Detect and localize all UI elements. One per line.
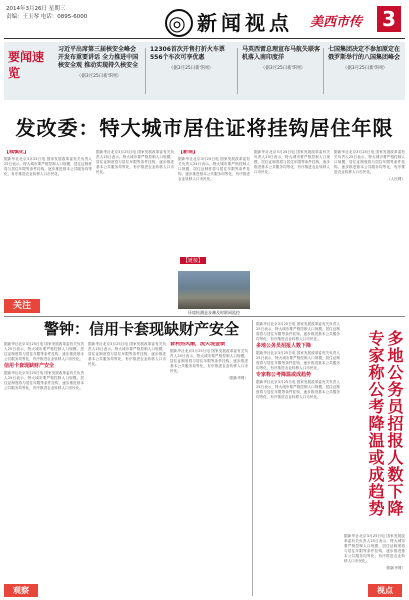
body-text: 据新华社北京3月25日电 国家发展改革委有关负责人25日表示，特大城市要严格控制人口规模，居住证制度将与居住年限等条件挂钩，逐步推进基本公共服务均等化，有序推进农业转移人口市民化。 bbox=[96, 150, 174, 174]
article-column bbox=[334, 150, 405, 310]
byline: （据新华网） bbox=[226, 376, 248, 380]
news-text: 七国集团决定不参加原定在俄罗斯举行的八国集团峰会 bbox=[328, 46, 401, 61]
news-text: 马英西雷总理宣布马航失联客机落入南印度洋 bbox=[242, 46, 321, 61]
link-tag: 【链接】 bbox=[180, 257, 206, 264]
news-item[interactable] bbox=[242, 46, 324, 96]
news-source: （据3月25日新华网） bbox=[342, 66, 388, 71]
date-block bbox=[6, 5, 146, 21]
news-source: （据3月25日新华网） bbox=[76, 74, 122, 79]
page-number: 3 bbox=[377, 6, 401, 32]
divider bbox=[323, 48, 324, 94]
photo-caption: 环境检测是步骤及时联网监控 bbox=[188, 310, 240, 315]
article-column bbox=[256, 322, 340, 582]
globe-icon: ◎ bbox=[165, 9, 193, 37]
byline: （据新华网） bbox=[383, 566, 405, 570]
observe-tag: 观察 bbox=[4, 584, 38, 597]
warning-headline: 警钟：信用卡套现缺财产安全 bbox=[44, 320, 240, 338]
news-photo bbox=[178, 271, 250, 309]
section-title: ◎ 新闻视点 bbox=[165, 7, 293, 37]
body-text: 据新华社北京3月25日电 国家发展改革委有关负责人25日表示，特大城市要严格控制人口规模，居住证制度将与居住年限等条件挂钩，逐步推进基本公共服务均等化，有序推进农业转移人口市民化。 bbox=[4, 157, 92, 176]
date-line: 2014年3月26日 星期三 bbox=[6, 6, 66, 12]
article-column bbox=[88, 342, 166, 582]
news-item[interactable] bbox=[328, 46, 402, 96]
subhead: 专家称公考降温或成趋势 bbox=[256, 372, 312, 378]
masthead-rule bbox=[4, 38, 405, 39]
subhead: 【城镇化】 bbox=[4, 150, 30, 155]
news-item[interactable] bbox=[150, 46, 232, 96]
article-column bbox=[4, 342, 84, 582]
editor-line: 责编：王玉琴 电话：0895-6000 bbox=[6, 14, 88, 20]
viewpoint-tag: 视点 bbox=[368, 584, 402, 597]
body-text: 据新华社北京3月25日电 国家发展改革委有关负责人25日表示，特大城市要严格控制人口规模，居住证制度将与居住年限等条件挂钩，逐步推进基本公共服务均等化，有序推进农业转移人口市民化。 bbox=[4, 342, 84, 361]
speed-news-title: 要闻速览 bbox=[8, 50, 45, 80]
news-text: 12306首次开售打折火车票 556个车次可享优惠 bbox=[150, 46, 225, 61]
main-headline bbox=[4, 112, 405, 144]
body-text: 据新华社北京3月25日电 国家发展改革委有关负责人25日表示，特大城市要严格控制人口规模，居住证制度将与居住年限等条件挂钩，逐步推进基本公共服务均等化，有序推进农业转移人口市民化。 bbox=[256, 380, 340, 399]
subhead: 套利热风潮，流失现金债 bbox=[170, 342, 226, 347]
headline-text: 发改委：特大城市居住证将挂钩居住年限 bbox=[15, 116, 394, 140]
body-text: 据新华社北京3月25日电 国家发展改革委有关负责人25日表示，特大城市要严格控制人口规模，居住证制度将与居住年限等条件挂钩，逐步推进基本公共服务均等化，有序推进农业转移人口市民化。 bbox=[178, 157, 250, 181]
article-column bbox=[344, 534, 405, 582]
article-column bbox=[96, 150, 174, 310]
article-column bbox=[178, 150, 250, 270]
body-text: 据新华社北京3月25日电 国家发展改革委有关负责人25日表示，特大城市要严格控制人口规模，居住证制度将与居住年限等条件挂钩，逐步推进基本公共服务均等化，有序推进农业转移人口市民化。 bbox=[4, 371, 84, 390]
news-source: （据3月25日新华网） bbox=[168, 66, 214, 71]
body-text: 据新华社北京3月25日电 国家发展改革委有关负责人25日表示，特大城市要严格控制人口规模，居住证制度将与居住年限等条件挂钩，逐步推进基本公共服务均等化，有序推进农业转移人口市民化。 bbox=[170, 349, 248, 373]
subhead: 【新规】 bbox=[178, 150, 199, 155]
news-source: （据3月25日新华网） bbox=[260, 66, 306, 71]
section-rule bbox=[4, 316, 405, 317]
subhead: 多地公务员招报人数下降 bbox=[256, 343, 312, 349]
body-text: 据新华社北京3月25日电 国家发展改革委有关负责人25日表示，特大城市要严格控制人口规模，居住证制度将与居住年限等条件挂钩，逐步推进基本公共服务均等化，有序推进农业转移人口市民化。 bbox=[254, 150, 330, 174]
news-item[interactable] bbox=[58, 46, 140, 96]
divider bbox=[237, 48, 238, 94]
body-text: 据新华社北京3月25日电 国家发展改革委有关负责人25日表示，特大城市要严格控制人口规模，居住证制度将与居住年限等条件挂钩，逐步推进基本公共服务均等化，有序推进农业转移人口市民化。 bbox=[88, 342, 166, 366]
body-text: 据新华社北京3月25日电 国家发展改革委有关负责人25日表示，特大城市要严格控制人口规模，居住证制度将与居住年限等条件挂钩，逐步推进基本公共服务均等化，有序推进农业转移人口市民化。 bbox=[344, 534, 405, 563]
article-column bbox=[4, 150, 92, 310]
focus-ribbon: 关注 bbox=[4, 299, 40, 313]
body-text: 据新华社北京3月25日电 国家发展改革委有关负责人25日表示，特大城市要严格控制人口规模，居住证制度将与居住年限等条件挂钩，逐步推进基本公共服务均等化，有序推进农业转移人口市民化。 bbox=[334, 150, 405, 174]
brand-logo: 美西市传 bbox=[310, 15, 363, 30]
body-text: 据新华社北京3月25日电 国家发展改革委有关负责人25日表示，特大城市要严格控制人口规模，居住证制度将与居住年限等条件挂钩，逐步推进基本公共服务均等化，有序推进农业转移人口市民化。 bbox=[256, 322, 340, 341]
divider bbox=[252, 320, 253, 596]
byline: （人民网） bbox=[387, 177, 405, 181]
subhead: 信用卡套现缺财产安全 bbox=[4, 363, 55, 369]
news-text: 习近平出席第三届核安全峰会 开发布重要讲话 全力推进中国核安全观 推动实现持久核安全 bbox=[58, 46, 139, 69]
article-column bbox=[170, 342, 248, 582]
divider bbox=[145, 48, 146, 94]
article-column bbox=[254, 150, 330, 310]
body-text: 据新华社北京3月25日电 国家发展改革委有关负责人25日表示，特大城市要严格控制人口规模，居住证制度将与居住年限等条件挂钩，逐步推进基本公共服务均等化，有序推进农业转移人口市民化。 bbox=[256, 351, 340, 370]
exam-headline: 多地公务员招报人数下降专家称公考降温或成趋势 bbox=[366, 330, 404, 517]
